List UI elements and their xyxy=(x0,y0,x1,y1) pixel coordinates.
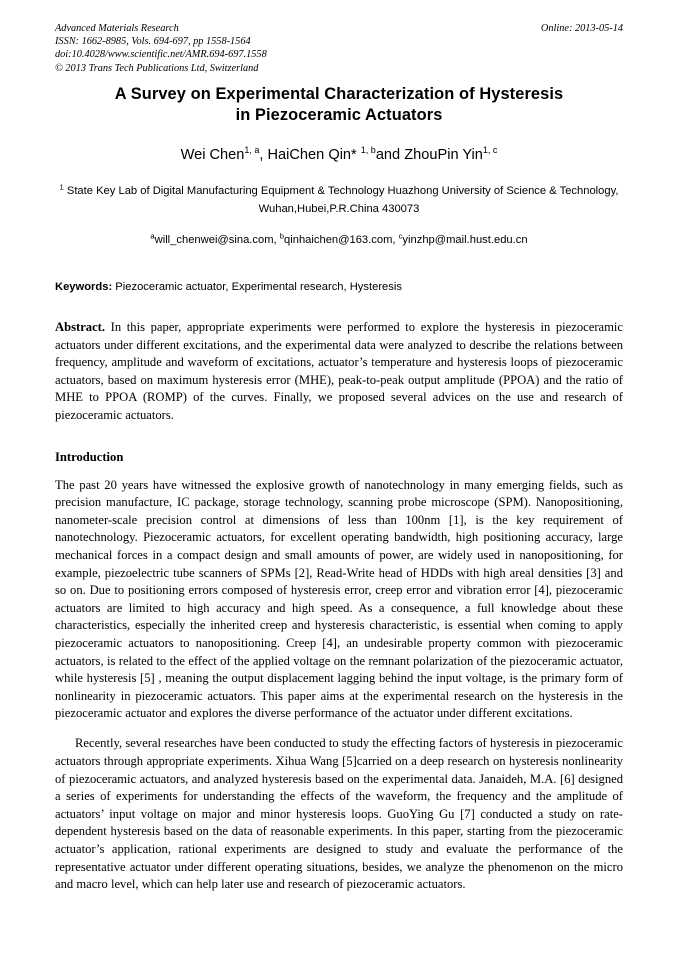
author-separator-1: , xyxy=(259,147,268,163)
email-marker-b: b xyxy=(279,231,285,241)
online-date: Online: 2013-05-14 xyxy=(540,23,623,34)
introduction-paragraph-2: Recently, several researches have been conducted to study the effecting factors of hysteresis in piezoceramic actuators through appropriate experiments. Xihua Wang [5]carried on a deep research on hysteresis nonlinearity of piezoceramic actuators, and analyzed hysteresis based on the experimental data. Janaideh, M.A. [6] designed a series of experiments for understanding the effects of the waveform, the frequency and the amplitude of actuators’ input voltage on major and minor hysteresis loops. GuoYing Gu [7] conducted a study on rate-dependent hysteresis based on the data of reasonable experiments. In this paper, starting from the piezoceramic actuator’s application, rational experiments are designed to study and evaluate the performance of the representative actuator under different operating situations, besides, we analyze the phenomenon on the micro and macro level, which can help later use and research of piezoceramic actuators. xyxy=(55,736,623,892)
author-1-name: Wei Chen xyxy=(180,147,245,163)
abstract-text: In this paper, appropriate experiments were performed to explore the hysteresis in piezoceramic actuators under different excitations, and the experimental data were analyzed to describe the relations between frequency, amplitude and waveform of excitations, actuator’s temperature and hysteresis loops of piezoceramic actuators, based on maximum hysteresis error (MHE), peak-to-peak output amplitude (PPOA) and the ratio of MHE to PPOA (ROMP) of the curves. Finally, we proposed several advices on the use and research of piezoceramic actuators. xyxy=(55,320,623,422)
email-author-1: will_chenwei@sina.com, xyxy=(154,234,280,246)
email-marker-c: c xyxy=(398,231,403,241)
journal-name: Advanced Materials Research xyxy=(55,23,179,34)
affiliation-marker: 1 xyxy=(59,182,64,192)
author-emails xyxy=(55,232,623,249)
author-list xyxy=(55,146,623,165)
page-title: A Survey on Experimental Characterization of Hysteresis in Piezoceramic Actuators xyxy=(114,85,564,124)
journal-issn-line: ISSN: 1662-8985, Vols. 694-697, pp 1558-1564 xyxy=(55,36,251,48)
abstract-label: Abstract. xyxy=(55,320,106,334)
email-author-2: qinhaichen@163.com, xyxy=(284,234,399,246)
section-heading-introduction: Introduction xyxy=(55,449,124,464)
affiliation xyxy=(55,183,623,218)
author-1-affiliation-marker: 1, a xyxy=(244,145,260,156)
author-3-affiliation-marker: 1, c xyxy=(482,145,498,156)
author-separator-2: and xyxy=(375,147,405,163)
abstract-paragraph xyxy=(55,319,623,425)
author-2-name: HaiChen Qin* xyxy=(267,147,357,163)
introduction-paragraph-1: The past 20 years have witnessed the explosive growth of nanotechnology in many emerging fields, such as precision manufacture, IC package, storage technology, scanning probe microscope (SPM). Nanopositioning, nanometer-scale precision control at dimensions of less than 100nm [1], is the key requirement of nanotechnology. Piezoceramic actuators, for excellent operating bandwidth, high positioning accuracy, large mechanical forces in a compact design and small amounts of power, are widely used in nanopositioning, for example, piezoelectric tube scanners of SPMs [2], Read-Write head of HDDs with high areal densities [3] and so on. Due to positioning errors composed of hysteresis error, creep error and vibration error [4], piezoceramic actuators are limited to high accuracy and high speed. As a consequence, a full knowledge about these characteristics, especially the inherited creep and hysteresis characteristic, is essential when coming to apply piezoceramic actuators to nanopositioning. Creep [4], an undesirable property common with piezoceramic actuators, is related to the effect of the applied voltage on the remnant polarization of the piezoceramic actuator, while hysteresis [5] , meaning the output displacement lagging behind the input voltage, is the primary form of nonlinearity in piezoceramic actuators. This paper aims at the experimental research on the hysteresis in the piezoceramic actuator and explores the diverse performance of the actuator under different excitations. xyxy=(55,477,623,721)
author-3-name: ZhouPin Yin xyxy=(404,147,483,163)
journal-copyright-line: © 2013 Trans Tech Publications Ltd, Switzerland xyxy=(55,62,259,74)
email-marker-a: a xyxy=(150,231,155,241)
affiliation-text: State Key Lab of Digital Manufacturing Equipment & Technology Huazhong University of Science & Technology, Wuhan,Hubei,P.R.China 430073 xyxy=(66,185,619,215)
keywords-label: Keywords: xyxy=(55,281,113,293)
journal-header xyxy=(55,22,623,80)
author-2-affiliation-marker: 1, b xyxy=(360,145,376,156)
keywords-line xyxy=(55,279,623,295)
keywords-value: Piezoceramic actuator, Experimental research, Hysteresis xyxy=(112,281,402,293)
journal-doi-line: doi:10.4028/www.scientific.net/AMR.694-697.1558 xyxy=(55,49,267,61)
email-author-3: yinzhp@mail.hust.edu.cn xyxy=(402,234,528,246)
